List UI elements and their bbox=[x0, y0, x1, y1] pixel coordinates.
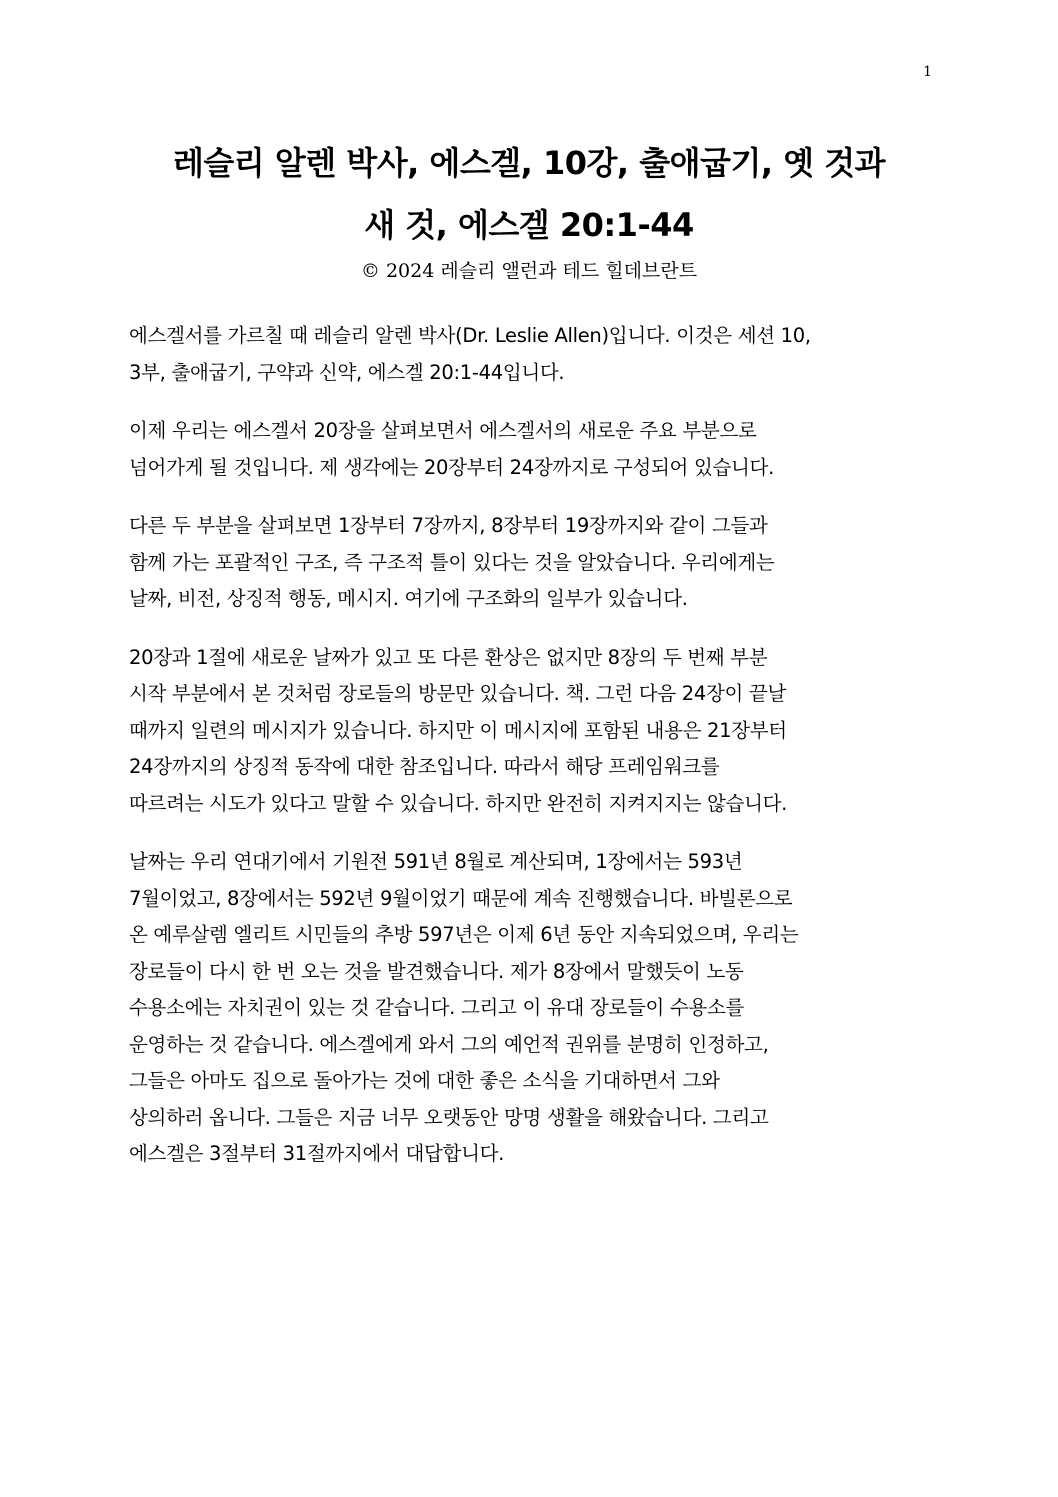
paragraph-4 bbox=[129, 640, 929, 823]
paragraph-line: 수용소에는 자치권이 있는 것 같습니다. 그리고 이 유대 장로들이 수용소를 bbox=[129, 996, 745, 1019]
paragraph-5 bbox=[129, 844, 929, 1173]
paragraph-line: 온 예루살렘 엘리트 시민들의 추방 597년은 이제 6년 동안 지속되었으며, 우리는 bbox=[129, 923, 799, 946]
paragraph-line: 함께 가는 포괄적인 구조, 즉 구조적 틀이 있다는 것을 알았습니다. 우리에게는 bbox=[129, 550, 775, 574]
page-number: 1 bbox=[923, 64, 932, 80]
paragraph-line: 장로들이 다시 한 번 오는 것을 발견했습니다. 제가 8장에서 말했듯이 노동 bbox=[129, 959, 744, 983]
document-body bbox=[129, 318, 929, 1195]
title-line-1: 레슬리 알렌 박사, 에스겔, 10강, 출애굽기, 옛 것과 bbox=[172, 144, 886, 182]
paragraph-line: 날짜는 우리 연대기에서 기원전 591년 8월로 계산되며, 1장에서는 593년 bbox=[129, 850, 743, 873]
paragraph-line: 이제 우리는 에스겔서 20장을 살펴보면서 에스겔서의 새로운 주요 부분으로 bbox=[129, 419, 757, 442]
paragraph-line: 그들은 아마도 집으로 돌아가는 것에 대한 좋은 소식을 기대하면서 그와 bbox=[129, 1069, 720, 1092]
paragraph-line: 다른 두 부분을 살펴보면 1장부터 7장까지, 8장부터 19장까지와 같이 그들과 bbox=[129, 514, 768, 537]
paragraph-line: 에스겔은 3절부터 31절까지에서 대답합니다. bbox=[129, 1142, 505, 1165]
paragraph-line: 3부, 출애굽기, 구약과 신약, 에스겔 20:1-44입니다. bbox=[129, 360, 565, 384]
paragraph-line: 따르려는 시도가 있다고 말할 수 있습니다. 하지만 완전히 지켜지지는 않습니다. bbox=[129, 791, 788, 815]
document-title bbox=[90, 132, 968, 256]
paragraph-line: 넘어가게 될 것입니다. 제 생각에는 20장부터 24장까지로 구성되어 있습니다. bbox=[129, 455, 774, 479]
paragraph-3 bbox=[129, 508, 929, 618]
title-line-2: 새 것, 에스겔 20:1-44 bbox=[364, 206, 694, 244]
paragraph-line: 운영하는 것 같습니다. 에스겔에게 와서 그의 예언적 권위를 분명히 인정하고, bbox=[129, 1032, 769, 1056]
paragraph-line: 날짜, 비전, 상징적 행동, 메시지. 여기에 구조화의 일부가 있습니다. bbox=[129, 587, 688, 610]
paragraph-line: 7월이었고, 8장에서는 592년 9월이었기 때문에 계속 진행했습니다. 바빌론으로 bbox=[129, 886, 793, 910]
copyright-notice: © 2024 레슬리 앨런과 테드 힐데브란트 bbox=[360, 260, 698, 282]
paragraph-line: 에스겔서를 가르칠 때 레슬리 알렌 박사(Dr. Leslie Allen)입니다. 이것은 세션 10, bbox=[129, 324, 811, 347]
paragraph-line: 상의하러 옵니다. 그들은 지금 너무 오랫동안 망명 생활을 해왔습니다. 그리고 bbox=[129, 1105, 769, 1129]
paragraph-line: 때까지 일련의 메시지가 있습니다. 하지만 이 메시지에 포함된 내용은 21장부터 bbox=[129, 718, 787, 742]
paragraph-line: 24장까지의 상징적 동작에 대한 참조입니다. 따라서 해당 프레임워크를 bbox=[129, 755, 720, 778]
paragraph-1 bbox=[129, 318, 929, 391]
paragraph-line: 20장과 1절에 새로운 날짜가 있고 또 다른 환상은 없지만 8장의 두 번째 부분 bbox=[129, 645, 768, 669]
paragraph-line: 시작 부분에서 본 것처럼 장로들의 방문만 있습니다. 책. 그런 다음 24장이 끝날 bbox=[129, 682, 787, 705]
paragraph-2 bbox=[129, 413, 929, 486]
